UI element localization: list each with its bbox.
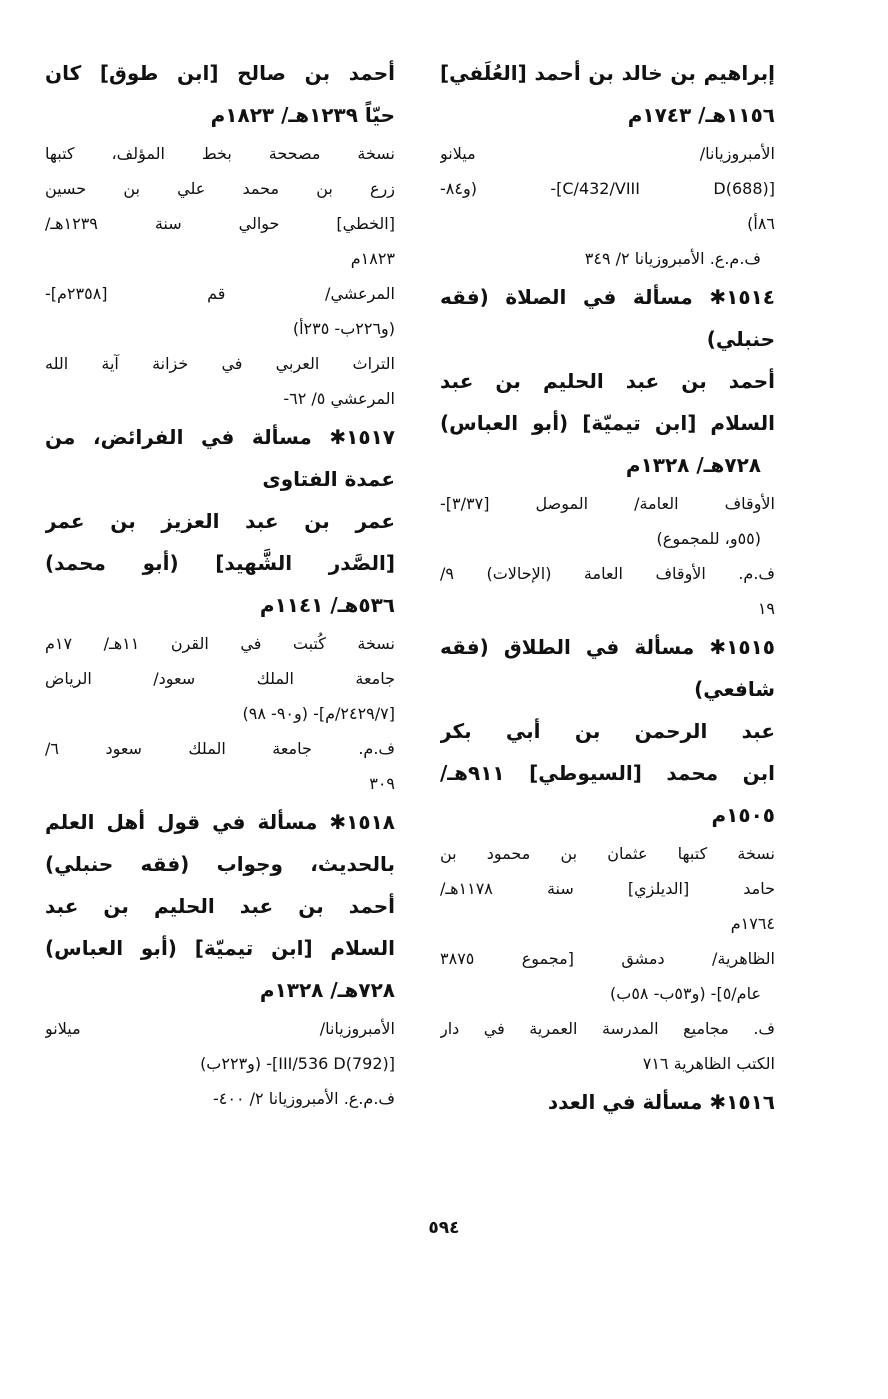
entry-text-line: جامعة الملك سعود/ الرياض [45, 669, 395, 688]
entry-heading-line: ١٥١٥✱ مسألة في الطلاق (فقه [440, 635, 775, 659]
entry-text-line: (و٢٢٦ب- ٢٣٥أ) [292, 319, 395, 338]
entry-text-line: الأمبروزيانا/ ميلانو [440, 144, 775, 163]
left-column [45, 52, 395, 1116]
entry-heading-line: ٧٢٨هـ/ ١٣٢٨م [259, 978, 395, 1002]
entry-heading-line: ٧٢٨هـ/ ١٣٢٨م [625, 453, 761, 477]
entry-text-line: (٥٥و، للمجموع) [656, 529, 761, 548]
entry-text-line: ف.م. جامعة الملك سعود ٦/ [45, 739, 395, 758]
entry-heading-line: أحمد بن عبد الحليم بن عبد [440, 369, 775, 393]
page-number: ٥٩٤ [428, 1218, 460, 1238]
entry-text-line: ف.م.ع. الأمبروزيانا ٢/ ٣٤٩ [584, 249, 761, 268]
entry-heading-line: ١١٥٦هـ/ ١٧٤٣م [627, 103, 775, 127]
entry-heading-line: عمدة الفتاوى [262, 467, 395, 491]
entry-text-line: التراث العربي في خزانة آية الله [45, 354, 395, 373]
entry-heading-line: ١٥١٨✱ مسألة في قول أهل العلم [45, 810, 395, 834]
entry-text-line: نسخة كُتبت في القرن ١١هـ/ ١٧م [45, 634, 395, 653]
entry-heading-line: السلام [ابن تيميّة] (أبو العباس) [440, 411, 775, 435]
entry-text-line: المرعشي/ قم [٢٣٥٨م]- [45, 284, 395, 303]
entry-heading-line: السلام [ابن تيميّة] (أبو العباس) [45, 936, 395, 960]
entry-heading-line: حنبلي) [706, 327, 775, 351]
entry-text-line: عام/٥]- (و٥٣ب- ٥٨ب) [610, 984, 761, 1003]
entry-text-line: نسخة مصححة بخط المؤلف، كتبها [45, 144, 395, 163]
entry-text-line: ١٧٦٤م [730, 914, 775, 933]
entry-heading-line: ١٥١٤✱ مسألة في الصلاة (فقه [440, 285, 775, 309]
entry-heading-line: عمر بن عبد العزيز بن عمر [45, 509, 395, 533]
right-column [440, 52, 775, 1123]
entry-text-line: ٣٠٩ [369, 774, 395, 793]
entry-heading-line: بالحديث، وجواب (فقه حنبلي) [45, 852, 395, 876]
entry-text-line: ف.م.ع. الأمبروزيانا ٢/ ٤٠٠- [212, 1089, 395, 1108]
entry-text-line: ١٨٢٣م [350, 249, 395, 268]
entry-heading-line: إبراهيم بن خالد بن أحمد [العُلَفي] [440, 61, 775, 85]
entry-text-line: زرع بن محمد علي بن حسين [45, 179, 395, 198]
entry-heading-line: شافعي) [694, 677, 775, 701]
entry-heading-line: ١٥٠٥م [711, 803, 775, 827]
entry-heading-line: ١٥١٧✱ مسألة في الفرائض، من [45, 425, 395, 449]
entry-heading-line: ٥٣٦هـ/ ١١٤١م [259, 593, 395, 617]
entry-text-line: ف. مجاميع المدرسة العمرية في دار [440, 1019, 775, 1038]
entry-text-line: الأوقاف العامة/ الموصل [٣/٣٧]- [440, 494, 775, 513]
entry-text-line: ف.م. الأوقاف العامة (الإحالات) ٩/ [440, 564, 775, 583]
entry-text-line: [C/432/VIII D(688)]- (و٨٤- [440, 179, 775, 198]
entry-heading-line: [الصَّدر الشَّهيد] (أبو محمد) [45, 551, 395, 575]
entry-text-line: الظاهرية/ دمشق [مجموع ٣٨٧٥ [440, 949, 775, 968]
entry-text-line: الكتب الظاهرية ٧١٦ [642, 1054, 775, 1073]
entry-heading-line: عبد الرحمن بن أبي بكر [440, 719, 775, 743]
entry-text-line: المرعشي ٥/ ٦٢- [283, 389, 395, 408]
entry-heading-line: ابن محمد [السيوطي] ٩١١هـ/ [440, 761, 775, 785]
entry-text-line: ٨٦أ) [747, 214, 775, 233]
entry-text-line: الأمبروزيانا/ ميلانو [45, 1019, 395, 1038]
entry-heading-line: أحمد بن عبد الحليم بن عبد [45, 894, 395, 918]
entry-text-line: [III/536 D(792)]- (و٢٢٣ب) [200, 1054, 395, 1073]
entry-heading-line: ١٥١٦✱ مسألة في العدد [547, 1090, 775, 1114]
entry-text-line: حامد [الديلزي] سنة ١١٧٨هـ/ [440, 879, 775, 898]
entry-text-line: نسخة كتبها عثمان بن محمود بن [440, 844, 775, 863]
entry-text-line: [الخطي] حوالي سنة ١٢٣٩هـ/ [45, 214, 395, 233]
entry-heading-line: أحمد بن صالح [ابن طوق] كان [45, 61, 395, 85]
entry-text-line: ١٩ [757, 599, 775, 618]
entry-text-line: [٢٤٢٩/٧/م]- (و٩٠- ٩٨) [242, 704, 395, 723]
entry-heading-line: حيّاً ١٢٣٩هـ/ ١٨٢٣م [210, 103, 395, 127]
